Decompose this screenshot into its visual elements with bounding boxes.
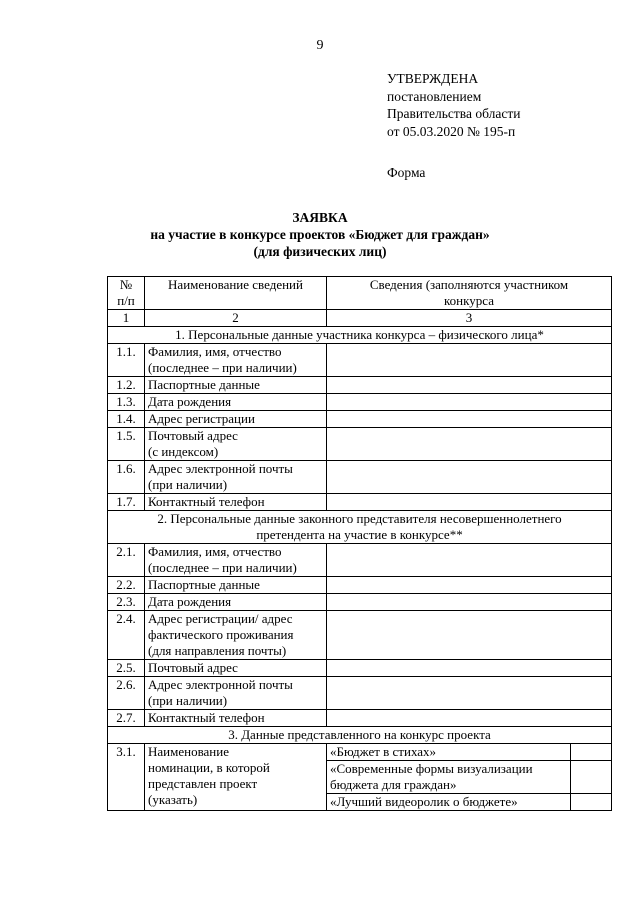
row-label: Фамилия, имя, отчество (последнее – при наличии) <box>145 344 327 377</box>
row-label: Фамилия, имя, отчество (последнее – при наличии) <box>145 544 327 577</box>
value-field[interactable] <box>327 428 612 461</box>
nomination-option: «Современные формы визуализации бюджета для граждан» <box>327 761 571 794</box>
nomination-option: «Лучший видеоролик о бюджете» <box>327 794 571 811</box>
table-row <box>108 744 612 761</box>
value-field[interactable] <box>327 461 612 494</box>
row-number: 1.7. <box>108 494 145 511</box>
row-label: Паспортные данные <box>145 377 327 394</box>
table-row <box>108 394 612 411</box>
column-number: 3 <box>327 310 612 327</box>
row-label: Дата рождения <box>145 394 327 411</box>
section-1-title: 1. Персональные данные участника конкурса – физического лица* <box>108 327 612 344</box>
document-subtitle: на участие в конкурсе проектов «Бюджет для граждан» <box>150 227 490 242</box>
row-number: 1.6. <box>108 461 145 494</box>
value-field[interactable] <box>327 394 612 411</box>
table-row <box>108 611 612 660</box>
application-table <box>107 276 612 811</box>
value-field[interactable] <box>327 411 612 428</box>
value-field[interactable] <box>327 594 612 611</box>
value-field[interactable] <box>327 710 612 727</box>
document-heading <box>0 209 640 260</box>
row-label: Адрес регистрации/ адрес фактического проживания (для направления почты) <box>145 611 327 660</box>
row-label: Адрес электронной почты (при наличии) <box>145 677 327 710</box>
document-title: ЗАЯВКА <box>292 210 348 225</box>
header-info: Сведения (заполняются участником конкурса <box>327 277 612 310</box>
row-number: 2.1. <box>108 544 145 577</box>
table-header-row <box>108 277 612 310</box>
nomination-checkbox[interactable] <box>571 744 612 761</box>
table-row <box>108 544 612 577</box>
column-number-row <box>108 310 612 327</box>
table-row <box>108 344 612 377</box>
value-field[interactable] <box>327 377 612 394</box>
row-number: 3.1. <box>108 744 145 811</box>
header-num: № п/п <box>108 277 145 310</box>
row-label: Адрес регистрации <box>145 411 327 428</box>
approval-block <box>387 70 520 182</box>
value-field[interactable] <box>327 544 612 577</box>
row-number: 2.2. <box>108 577 145 594</box>
row-label: Контактный телефон <box>145 710 327 727</box>
section-header-row <box>108 511 612 544</box>
value-field[interactable] <box>327 611 612 660</box>
table-row <box>108 660 612 677</box>
section-header-row <box>108 727 612 744</box>
table-row <box>108 411 612 428</box>
section-header-row <box>108 327 612 344</box>
form-label: Форма <box>387 165 426 180</box>
table-row <box>108 710 612 727</box>
row-number: 1.4. <box>108 411 145 428</box>
row-label: Паспортные данные <box>145 577 327 594</box>
table-row <box>108 577 612 594</box>
table-row <box>108 377 612 394</box>
approval-line: УТВЕРЖДЕНА <box>387 71 479 86</box>
header-name: Наименование сведений <box>145 277 327 310</box>
value-field[interactable] <box>327 677 612 710</box>
row-label: Наименование номинации, в которой представлен проект (указать) <box>145 744 327 811</box>
approval-line: постановлением <box>387 88 482 104</box>
section-3-title: 3. Данные представленного на конкурс проекта <box>108 727 612 744</box>
row-number: 1.3. <box>108 394 145 411</box>
nomination-option: «Бюджет в стихах» <box>327 744 571 761</box>
column-number: 1 <box>108 310 145 327</box>
section-2-title: 2. Персональные данные законного представителя несовершеннолетнего претендента на участие в конкурсе** <box>108 511 612 544</box>
row-label: Почтовый адрес (с индексом) <box>145 428 327 461</box>
column-number: 2 <box>145 310 327 327</box>
value-field[interactable] <box>327 577 612 594</box>
table-row <box>108 461 612 494</box>
approval-line: от 05.03.2020 № 195-п <box>387 123 516 139</box>
table-row <box>108 594 612 611</box>
table-row <box>108 494 612 511</box>
document-subtitle: (для физических лиц) <box>253 244 387 259</box>
row-number: 1.5. <box>108 428 145 461</box>
table-row <box>108 677 612 710</box>
row-number: 1.2. <box>108 377 145 394</box>
value-field[interactable] <box>327 344 612 377</box>
row-label: Почтовый адрес <box>145 660 327 677</box>
row-number: 2.6. <box>108 677 145 710</box>
approval-line: Правительства области <box>387 106 521 121</box>
row-label: Контактный телефон <box>145 494 327 511</box>
value-field[interactable] <box>327 494 612 511</box>
value-field[interactable] <box>327 660 612 677</box>
row-number: 1.1. <box>108 344 145 377</box>
row-number: 2.7. <box>108 710 145 727</box>
row-number: 2.3. <box>108 594 145 611</box>
row-number: 2.5. <box>108 660 145 677</box>
table-row <box>108 428 612 461</box>
row-number: 2.4. <box>108 611 145 660</box>
row-label: Адрес электронной почты (при наличии) <box>145 461 327 494</box>
row-label: Дата рождения <box>145 594 327 611</box>
page-number: 9 <box>316 38 324 53</box>
nomination-checkbox[interactable] <box>571 761 612 794</box>
nomination-checkbox[interactable] <box>571 794 612 811</box>
